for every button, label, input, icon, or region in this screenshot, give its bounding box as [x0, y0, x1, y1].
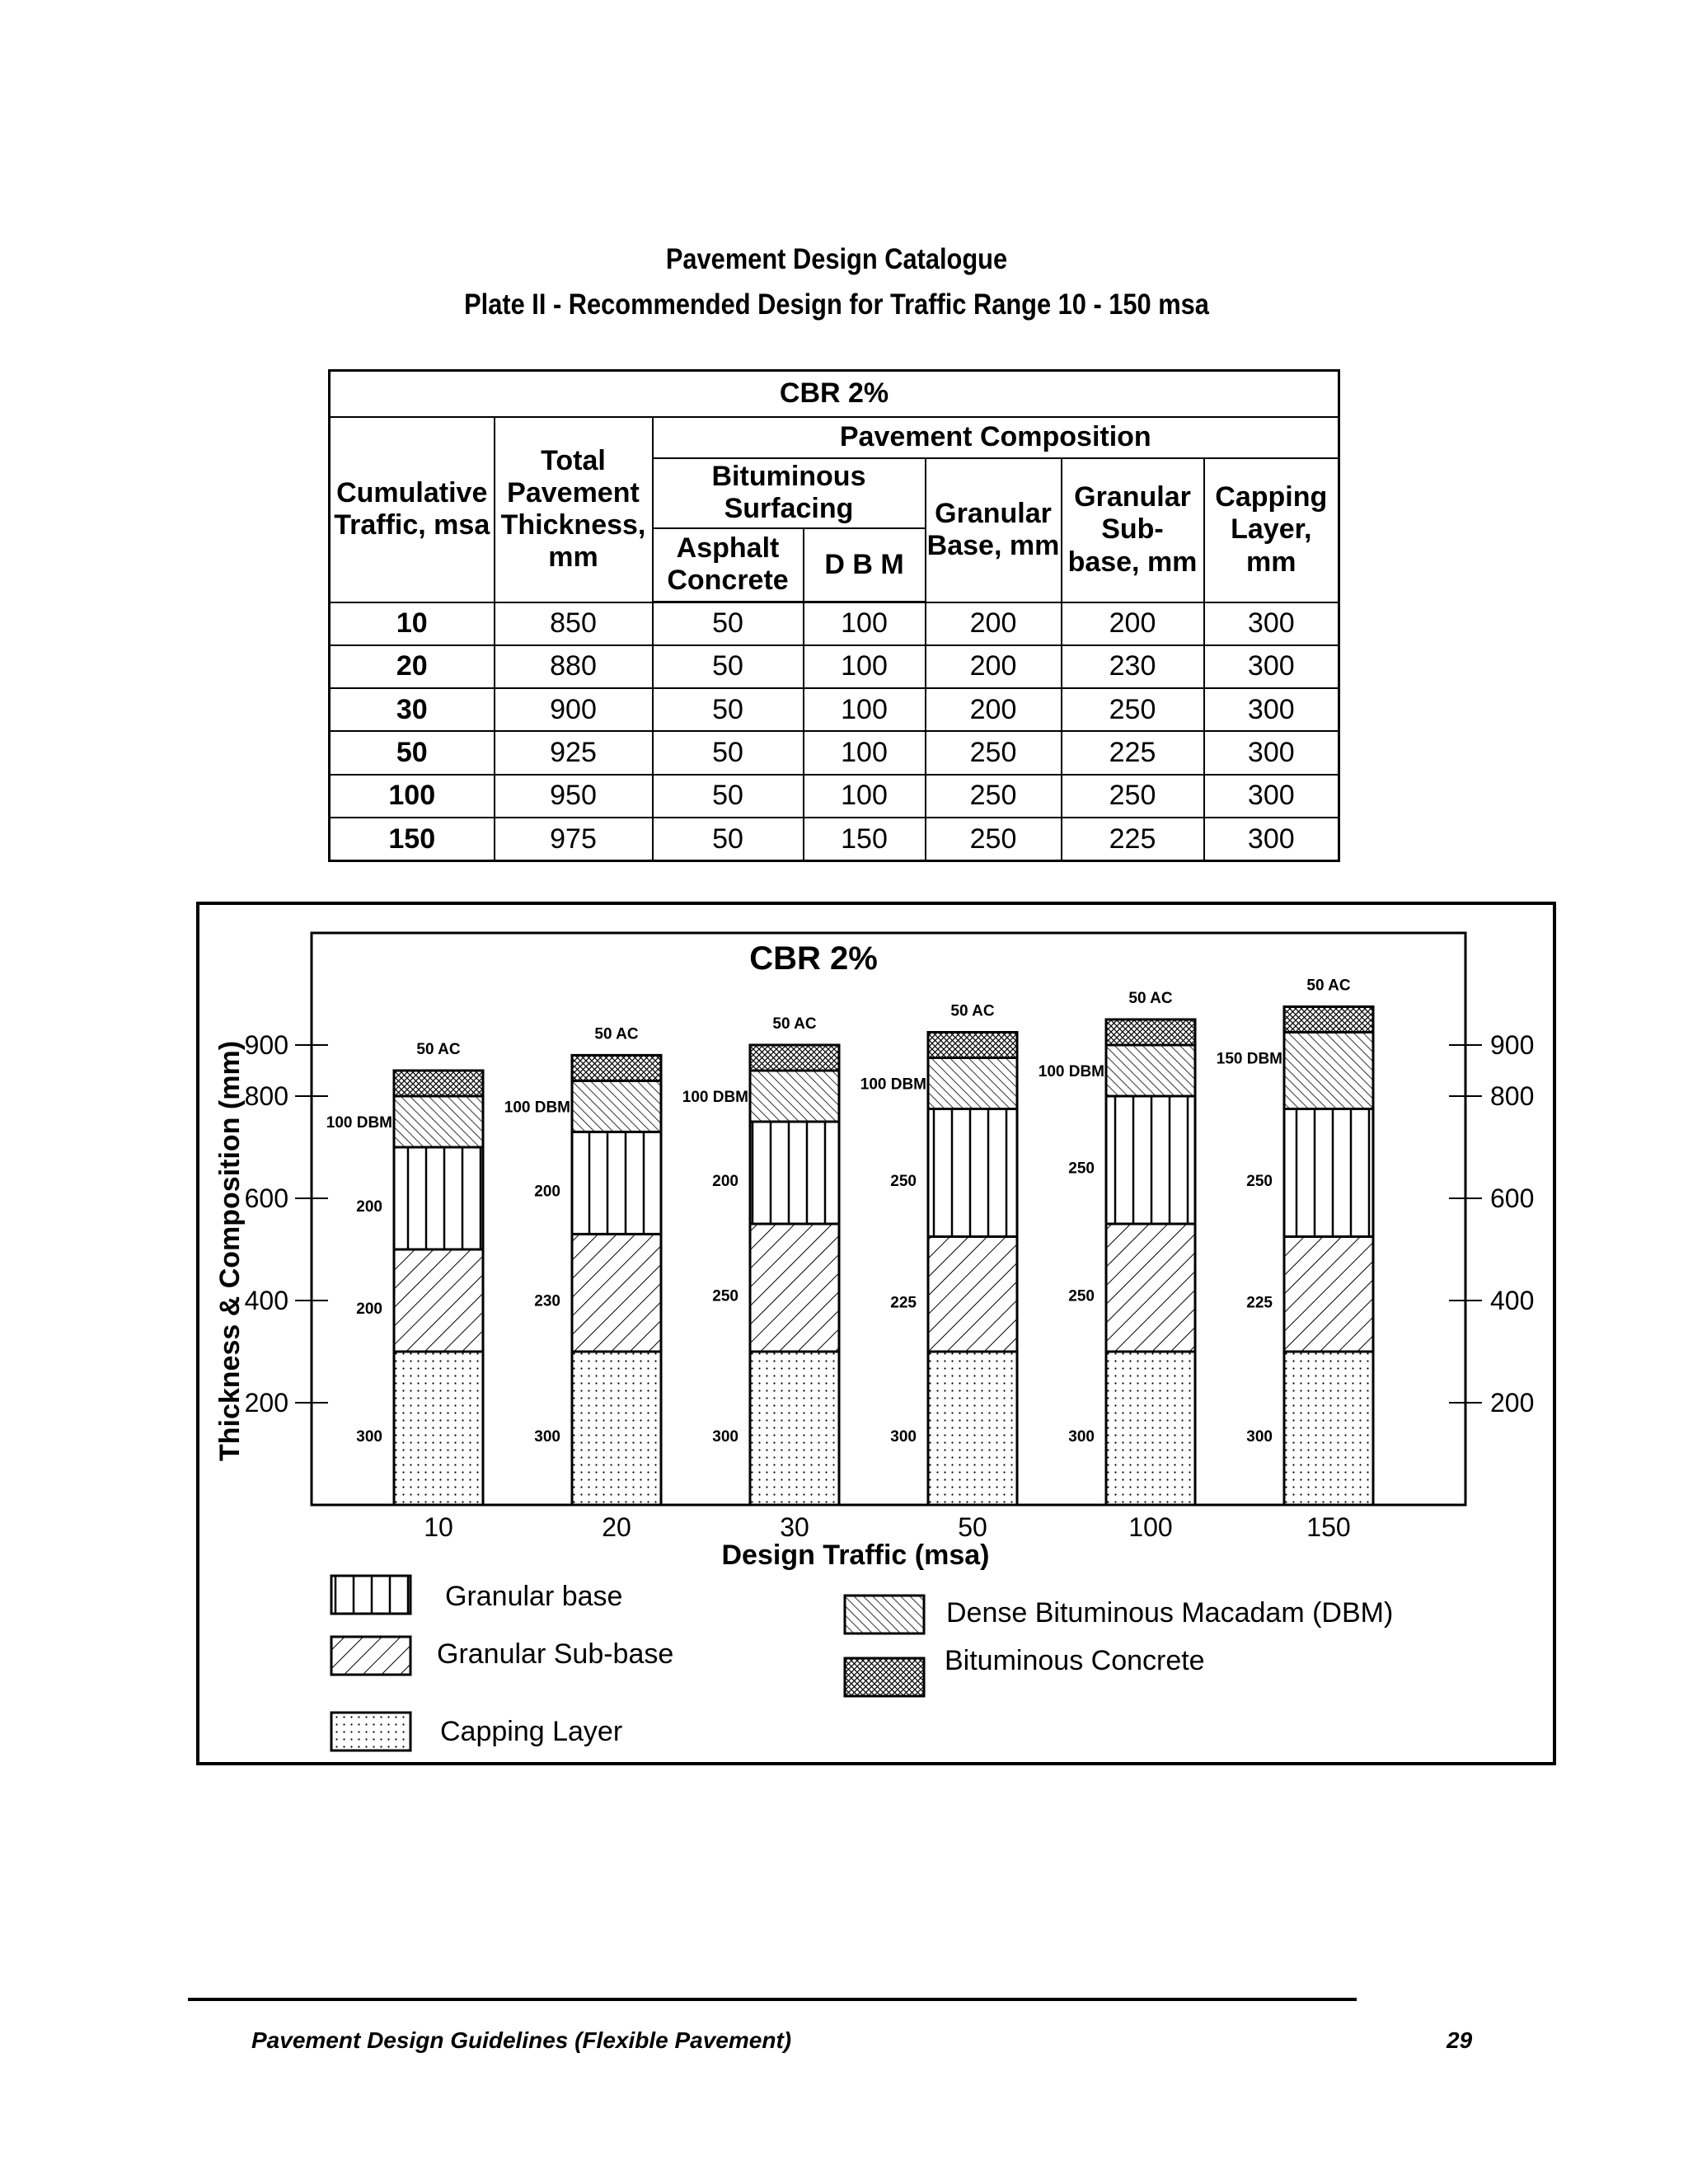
x-tick-label: 20 — [602, 1512, 631, 1542]
base-segment — [928, 1109, 1017, 1237]
subbase-segment — [1106, 1224, 1195, 1352]
segment-label: 225 — [890, 1294, 917, 1312]
dbm-label: 100 DBM — [504, 1099, 570, 1117]
page-title: Pavement Design Catalogue — [665, 243, 1008, 275]
legend-swatch — [845, 1596, 924, 1633]
segment-label: 300 — [890, 1428, 917, 1446]
capping-segment — [394, 1352, 483, 1505]
col-pavement-composition: Pavement Composition — [653, 417, 1339, 458]
x-tick-label: 50 — [958, 1512, 987, 1542]
ac-label: 50 AC — [416, 1041, 461, 1058]
segment-label: 250 — [1246, 1173, 1273, 1190]
y-tick-label-left: 400 — [244, 1286, 288, 1315]
y-tick-label-left: 900 — [244, 1030, 288, 1060]
footer-rule — [188, 1998, 1357, 2001]
table-cell-cap: 300 — [1204, 818, 1339, 860]
table-cell-ac: 50 — [653, 602, 804, 645]
segment-label: 300 — [534, 1428, 560, 1446]
table-cell-gsb: 225 — [1062, 731, 1204, 774]
legend-swatch — [331, 1637, 410, 1675]
dbm-segment — [394, 1096, 483, 1147]
table-cell-dbm: 150 — [804, 818, 926, 860]
table-cell-ac: 50 — [653, 688, 804, 731]
ac-label: 50 AC — [594, 1025, 639, 1043]
table-cell-ac: 50 — [653, 775, 804, 818]
segment-label: 300 — [1068, 1428, 1095, 1446]
col-granular-subbase: Granular Sub- base, mm — [1062, 458, 1204, 602]
subbase-segment — [750, 1224, 839, 1352]
legend-label: Bituminous Concrete — [945, 1645, 1205, 1676]
subbase-segment — [572, 1234, 661, 1352]
segment-label: 200 — [356, 1301, 382, 1318]
table-cell-ac: 50 — [653, 818, 804, 860]
dbm-label: 150 DBM — [1216, 1050, 1282, 1068]
capping-segment — [1284, 1352, 1373, 1505]
col-asphalt-concrete: Asphalt Concrete — [653, 528, 804, 602]
x-tick-label: 10 — [424, 1512, 453, 1542]
base-segment — [394, 1147, 483, 1249]
y-tick-label-left: 200 — [244, 1388, 288, 1418]
capping-segment — [572, 1352, 661, 1505]
table-row — [330, 731, 1339, 774]
x-axis-label: Design Traffic (msa) — [721, 1540, 990, 1571]
base-segment — [1284, 1109, 1373, 1237]
ac-label: 50 AC — [1306, 977, 1351, 995]
segment-label: 200 — [534, 1183, 560, 1201]
capping-segment — [750, 1352, 839, 1505]
table-cell-gsb: 250 — [1062, 688, 1204, 731]
table-cell-traffic: 20 — [330, 645, 495, 688]
dbm-segment — [572, 1080, 661, 1132]
table-cell-gsb: 225 — [1062, 818, 1204, 860]
dbm-segment — [750, 1071, 839, 1122]
segment-label: 300 — [1246, 1428, 1273, 1446]
y-tick-label-right: 400 — [1490, 1286, 1535, 1315]
table-cell-traffic: 30 — [330, 688, 495, 731]
design-catalogue-table — [328, 369, 1340, 862]
y-axis-right — [1449, 1030, 1534, 1418]
table-row — [330, 818, 1339, 860]
legend-swatch — [331, 1713, 410, 1750]
table-cell-ac: 50 — [653, 731, 804, 774]
ac-segment — [928, 1033, 1017, 1058]
segment-label: 230 — [534, 1292, 560, 1310]
ac-label: 50 AC — [772, 1015, 817, 1033]
y-tick-label-right: 600 — [1490, 1183, 1535, 1213]
x-tick-label: 30 — [780, 1512, 809, 1542]
legend-swatch — [331, 1576, 410, 1614]
bars — [326, 977, 1373, 1506]
table-cell-total: 975 — [495, 818, 653, 860]
table-cell-traffic: 100 — [330, 775, 495, 818]
table-cell-traffic: 150 — [330, 818, 495, 860]
dbm-label: 100 DBM — [1038, 1063, 1104, 1080]
table-cell-cap: 300 — [1204, 645, 1339, 688]
chart-frame — [196, 902, 1556, 1765]
table-cell-total: 850 — [495, 602, 653, 645]
col-dbm: D B M — [804, 528, 926, 602]
y-tick-label-left: 800 — [244, 1081, 288, 1111]
dbm-label: 100 DBM — [326, 1114, 392, 1132]
table-cell-gb: 250 — [926, 731, 1062, 774]
subbase-segment — [928, 1237, 1017, 1352]
table-cell-gsb: 230 — [1062, 645, 1204, 688]
table-cell-gb: 200 — [926, 688, 1062, 731]
legend-swatch — [845, 1658, 924, 1696]
col-capping-layer: Capping Layer, mm — [1204, 458, 1339, 602]
legend-label: Granular base — [445, 1581, 623, 1612]
base-segment — [1106, 1096, 1195, 1224]
dbm-segment — [928, 1058, 1017, 1109]
legend-label: Granular Sub-base — [437, 1638, 674, 1670]
dbm-segment — [1284, 1033, 1373, 1109]
page-subtitle: Plate II - Recommended Design for Traffic Range 10 - 150 msa — [464, 288, 1209, 321]
subbase-segment — [394, 1249, 483, 1352]
table-cell-dbm: 100 — [804, 731, 926, 774]
table-cell-gsb: 200 — [1062, 602, 1204, 645]
page-number: 29 — [1447, 2027, 1473, 2053]
ac-label: 50 AC — [950, 1002, 995, 1020]
table-cell-total: 900 — [495, 688, 653, 731]
col-bituminous-surfacing: Bituminous Surfacing — [653, 458, 926, 528]
table-row — [330, 775, 1339, 818]
legend — [331, 1576, 1393, 1750]
table-cell-gb: 200 — [926, 645, 1062, 688]
col-cumulative-traffic: Cumulative Traffic, msa — [330, 417, 495, 602]
table-cell-gb: 250 — [926, 818, 1062, 860]
segment-label: 200 — [712, 1173, 738, 1190]
x-tick-label: 100 — [1128, 1512, 1173, 1542]
segment-label: 225 — [1246, 1294, 1273, 1312]
ac-segment — [1284, 1007, 1373, 1033]
y-tick-label-left: 600 — [244, 1183, 288, 1213]
ac-segment — [1106, 1019, 1195, 1045]
table-cell-cap: 300 — [1204, 775, 1339, 818]
base-segment — [572, 1132, 661, 1234]
table-cell-gsb: 250 — [1062, 775, 1204, 818]
col-granular-base: Granular Base, mm — [926, 458, 1062, 602]
subbase-segment — [1284, 1237, 1373, 1352]
segment-label: 200 — [356, 1198, 382, 1216]
legend-label: Dense Bituminous Macadam (DBM) — [946, 1597, 1394, 1629]
table-row — [330, 645, 1339, 688]
col-total-thickness: Total Pavement Thickness, mm — [495, 417, 653, 602]
table-row — [330, 602, 1339, 645]
y-tick-label-right: 200 — [1490, 1388, 1535, 1418]
table-cell-dbm: 100 — [804, 688, 926, 731]
cbr-header: CBR 2% — [330, 371, 1339, 417]
table-cell-traffic: 10 — [330, 602, 495, 645]
dbm-segment — [1106, 1045, 1195, 1096]
y-axis-left — [245, 1030, 328, 1418]
capping-segment — [1106, 1352, 1195, 1505]
segment-label: 300 — [712, 1428, 738, 1446]
ac-label: 50 AC — [1128, 990, 1173, 1007]
dbm-label: 100 DBM — [682, 1089, 748, 1106]
base-segment — [750, 1122, 839, 1224]
legend-label: Capping Layer — [440, 1716, 623, 1747]
dbm-label: 100 DBM — [860, 1076, 926, 1094]
y-tick-label-right: 800 — [1490, 1081, 1535, 1111]
table-cell-dbm: 100 — [804, 645, 926, 688]
y-axis-label: Thickness & Composition (mm) — [214, 1040, 246, 1462]
table-row — [330, 688, 1339, 731]
table-cell-dbm: 100 — [804, 775, 926, 818]
table-cell-total: 950 — [495, 775, 653, 818]
segment-label: 250 — [1068, 1287, 1095, 1305]
segment-label: 300 — [356, 1428, 382, 1446]
chart-title: CBR 2% — [749, 940, 878, 977]
ac-segment — [394, 1071, 483, 1096]
x-ticks — [424, 1512, 1350, 1542]
stacked-bar-chart — [199, 905, 1553, 1762]
table-cell-cap: 300 — [1204, 688, 1339, 731]
x-tick-label: 150 — [1306, 1512, 1351, 1542]
segment-label: 250 — [712, 1287, 738, 1305]
table-cell-gb: 200 — [926, 602, 1062, 645]
capping-segment — [928, 1352, 1017, 1505]
ac-segment — [572, 1055, 661, 1080]
table-cell-gb: 250 — [926, 775, 1062, 818]
table-cell-total: 880 — [495, 645, 653, 688]
footer-title: Pavement Design Guidelines (Flexible Pavement) — [251, 2027, 792, 2053]
table-cell-ac: 50 — [653, 645, 804, 688]
table-cell-traffic: 50 — [330, 731, 495, 774]
segment-label: 250 — [890, 1173, 917, 1190]
table-cell-cap: 300 — [1204, 602, 1339, 645]
segment-label: 250 — [1068, 1160, 1095, 1178]
y-tick-label-right: 900 — [1490, 1030, 1535, 1060]
ac-segment — [750, 1045, 839, 1071]
table-cell-dbm: 100 — [804, 602, 926, 645]
table-cell-cap: 300 — [1204, 731, 1339, 774]
table-cell-total: 925 — [495, 731, 653, 774]
